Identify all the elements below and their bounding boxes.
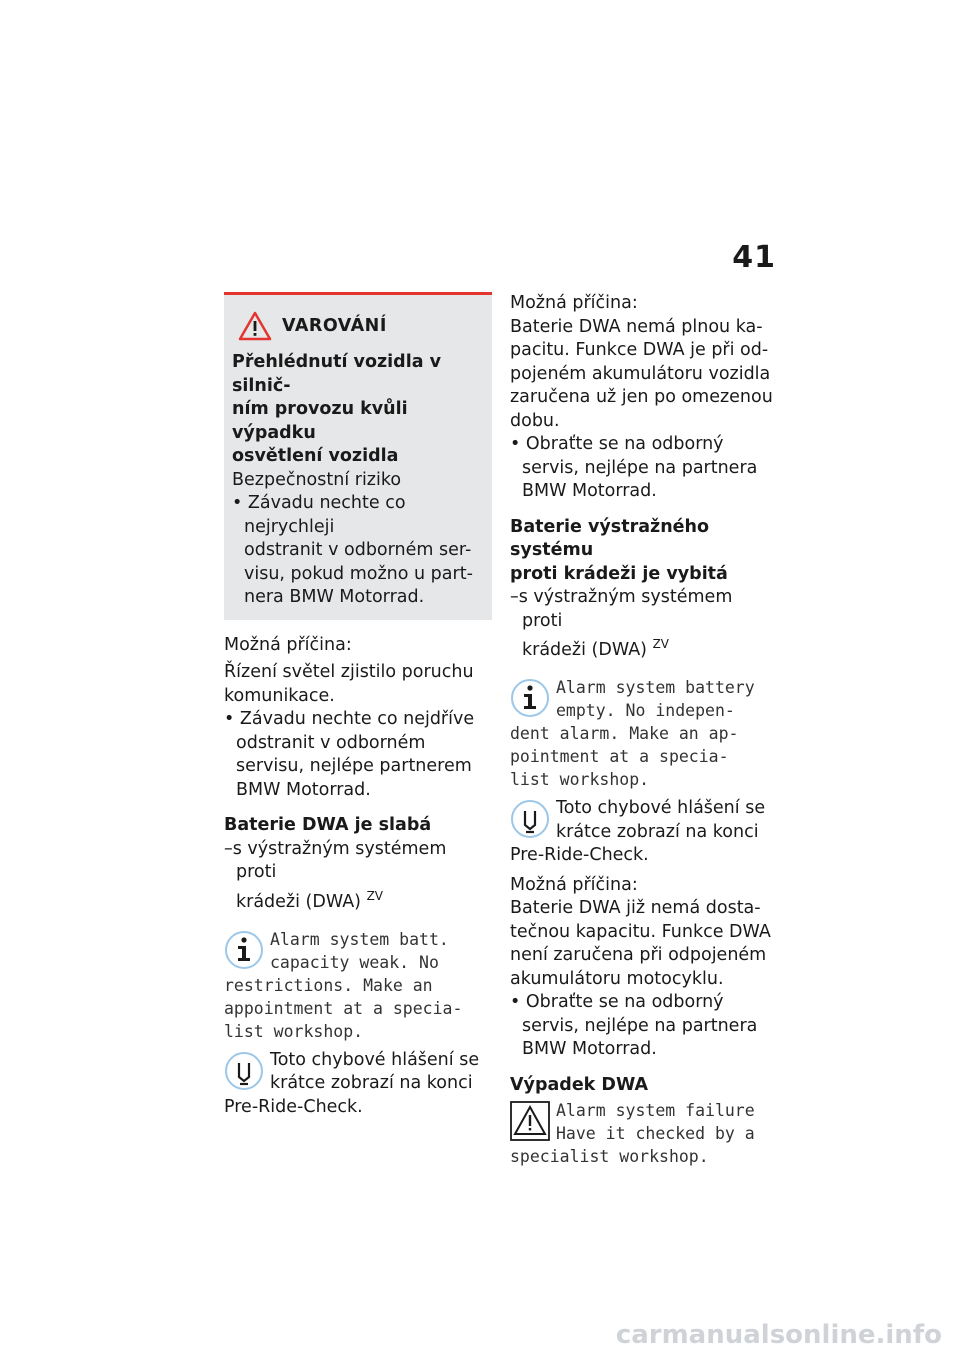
bullet-dot: • — [510, 434, 526, 454]
action-bullet-line: BMW Motorrad. — [522, 1039, 657, 1060]
section-title: Výpadek DWA — [510, 1074, 649, 1095]
action-bullet-line: servisu, nejlépe partnerem — [236, 756, 472, 776]
cause-text-line: zaručena už jen po omezenou — [510, 387, 773, 407]
note-line: Toto chybové hlášení se — [556, 798, 766, 819]
warning-triangle-icon — [238, 311, 272, 341]
cause-text-line: Řízení světel zjistilo poruchu — [224, 662, 474, 682]
right-column — [510, 292, 778, 1168]
action-bullet-line: BMW Motorrad. — [236, 779, 371, 800]
display-message-line: list workshop. — [224, 1021, 364, 1041]
display-message-line: appointment at a specia- — [224, 998, 463, 1018]
action-bullet — [510, 991, 778, 1062]
warning-triangle-icon — [510, 1101, 550, 1141]
dash-item-text: krádeži (DWA) — [236, 891, 361, 912]
warning-bullet-line: visu, pokud možno u part- — [244, 563, 473, 584]
display-message-line: Have it checked by a — [556, 1124, 755, 1144]
cause-text-line: akumulátoru motocyklu. — [510, 968, 724, 989]
note — [224, 1049, 492, 1120]
bullet-dot: • — [510, 992, 526, 1013]
warning-box — [224, 292, 492, 620]
warning-heading — [232, 351, 484, 469]
cause-text — [510, 897, 778, 991]
display-message — [510, 676, 778, 791]
action-bullet-text: Závadu nechte co nejdříve — [239, 709, 475, 729]
warning-bullet-line: nera BMW Motorrad. — [244, 587, 425, 607]
dash-item-line: –s výstražným systémem proti — [224, 838, 447, 882]
display-message-line: pointment at a specia- — [510, 747, 729, 767]
action-bullet-line: servis, nejlépe na partnera — [522, 1015, 758, 1036]
action-bullet-line — [510, 991, 778, 1015]
left-column — [224, 292, 492, 1119]
note — [510, 797, 778, 868]
display-message-line: Alarm system failure — [556, 1101, 755, 1121]
warning-bullet-text: Závadu nechte co nejrychleji — [244, 493, 406, 537]
note-line: Toto chybové hlášení se — [270, 1049, 480, 1070]
action-bullet-line: BMW Motorrad. — [522, 481, 657, 501]
warning-bullet — [232, 492, 484, 610]
cause-text-line: Baterie DWA již nemá dosta- — [510, 898, 761, 919]
action-bullet — [510, 433, 778, 504]
display-message-line: list workshop. — [510, 770, 650, 790]
dash-item — [224, 838, 492, 914]
cause-text-line: dobu. — [510, 410, 560, 431]
section-title-line: proti krádeži je vybitá — [510, 563, 728, 584]
warning-heading-line: ním provozu kvůli výpadku — [232, 399, 408, 443]
page-number: 41 — [732, 240, 776, 275]
action-bullet — [224, 708, 492, 802]
display-message — [224, 928, 492, 1043]
action-bullet-text: Obraťte se na odborný — [525, 992, 724, 1013]
watermark: carmanualsonline.info — [615, 1320, 942, 1350]
display-message-line: empty. No indepen- — [556, 701, 735, 721]
cause-text-line: pojeném akumulátoru vozidla — [510, 363, 771, 384]
action-bullet-text: Obraťte se na odborný — [525, 434, 724, 454]
cause-text — [510, 316, 778, 434]
action-bullet-line — [510, 433, 778, 457]
warning-heading-line: Přehlédnutí vozidla v silnič- — [232, 352, 442, 396]
dash-item-line: –s výstražným systémem proti — [510, 587, 733, 631]
dash-item-text: krádeži (DWA) — [522, 639, 647, 660]
lightbulb-icon — [510, 799, 550, 839]
dash-item — [510, 586, 778, 662]
dash-item-line — [236, 885, 492, 914]
zv-marker: ZV — [366, 888, 384, 903]
cause-text-line: komunikace. — [224, 685, 335, 706]
warning-bullet-line — [232, 492, 484, 539]
cause-text-line: není zaručena při odpojeném — [510, 945, 767, 966]
bullet-dot: • — [224, 709, 240, 729]
display-message-line: specialist workshop. — [510, 1147, 709, 1167]
action-bullet-line: odstranit v odborném — [236, 732, 426, 753]
display-message-line: restrictions. Make an — [224, 975, 433, 995]
note-line: Pre-Ride-Check. — [510, 845, 649, 866]
display-message-line: Alarm system battery — [556, 678, 755, 698]
warning-title: VAROVÁNÍ — [282, 316, 387, 336]
cause-label: Možná příčina: — [510, 874, 638, 895]
cause-text-line: Baterie DWA nemá plnou ka- — [510, 316, 763, 337]
warning-risk: Bezpečnostní riziko — [232, 469, 402, 490]
warning-heading-line: osvětlení vozidla — [232, 446, 399, 466]
dash-item-line — [522, 633, 778, 662]
note-line: krátce zobrazí na konci — [270, 1073, 473, 1094]
note-line: krátce zobrazí na konci — [556, 821, 759, 842]
display-message-line: Alarm system batt. — [270, 929, 449, 949]
action-bullet-line — [224, 708, 492, 732]
section-title-line: Baterie výstražného systému — [510, 516, 710, 560]
bullet-dot: • — [232, 493, 248, 513]
display-message-line: capacity weak. No — [270, 952, 439, 972]
section-title — [510, 516, 778, 587]
note-line: Pre-Ride-Check. — [224, 1096, 363, 1117]
warning-header — [238, 311, 484, 341]
cause-label: Možná příčina: — [510, 293, 638, 313]
cause-text — [224, 661, 492, 708]
display-message — [510, 1099, 778, 1168]
lightbulb-icon — [224, 1051, 264, 1091]
action-bullet-line: servis, nejlépe na partnera — [522, 457, 758, 478]
section-title: Baterie DWA je slabá — [224, 815, 432, 835]
warning-bullet-line: odstranit v odborném ser- — [244, 540, 472, 560]
cause-label: Možná příčina: — [224, 634, 352, 655]
zv-marker: ZV — [652, 637, 670, 651]
info-icon — [224, 930, 264, 970]
info-icon — [510, 678, 550, 718]
cause-text-line: pacitu. Funkce DWA je při od- — [510, 340, 769, 360]
cause-text-line: tečnou kapacitu. Funkce DWA — [510, 921, 771, 942]
display-message-line: dent alarm. Make an ap- — [510, 724, 739, 744]
